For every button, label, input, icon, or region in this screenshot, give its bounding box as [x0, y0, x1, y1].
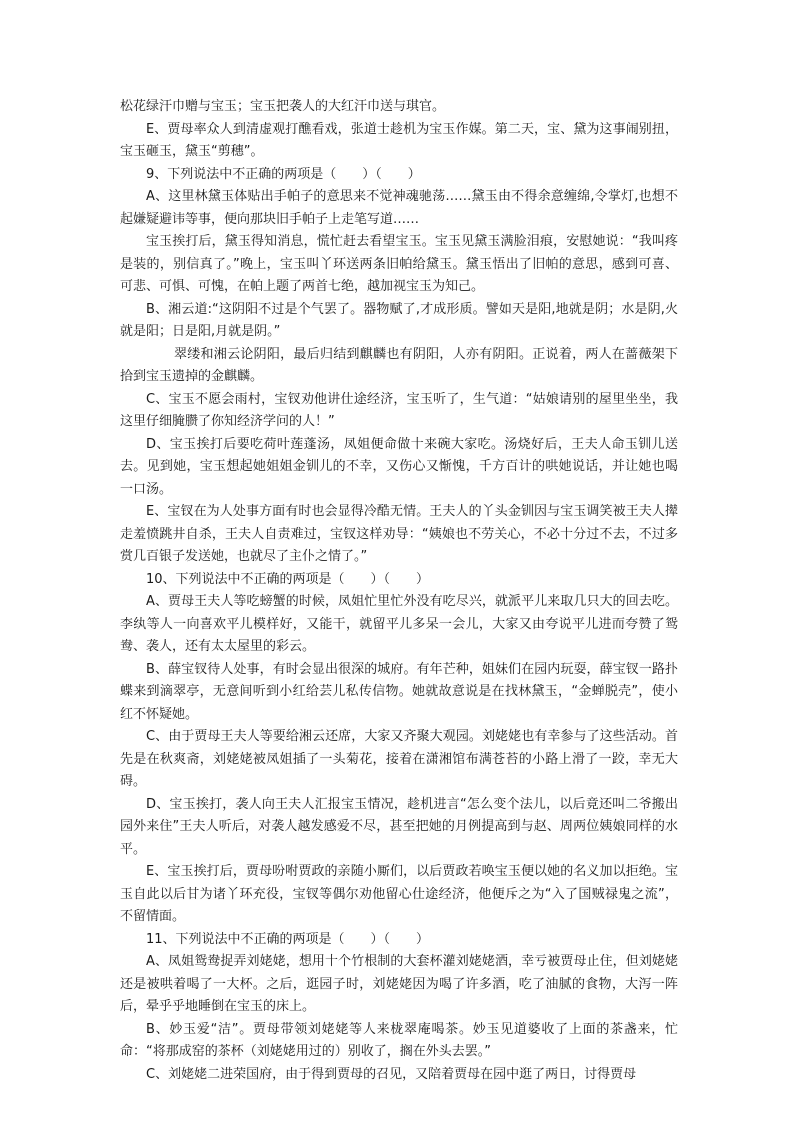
option-paragraph: D、宝玉挨打后要吃荷叶莲蓬汤，凤姐便命做十来碗大家吃。汤烧好后，王夫人命玉钏儿送去。见到她，宝玉想起她姐姐金钏儿的不幸，又伤心又惭愧，千方百计的哄她说话，并让她也喝一口汤。	[120, 436, 678, 497]
paragraph: E、贾母率众人到清虚观打醮看戏，张道士趁机为宝玉作媒。第二天，宝、黛为这事闹别扭，宝玉砸玉，黛玉“剪穗”。	[120, 121, 678, 159]
question-title: 10、下列说法中不正确的两项是（ ）（ ）	[146, 571, 430, 587]
question-title: 11、下列说法中不正确的两项是（ ）（ ）	[146, 931, 430, 947]
paragraph: 翠缕和湘云论阴阳，最后归结到麒麟也有阴阳，人亦有阴阳。正说着，两人在蔷薇架下拾到宝玉遗掉的金麒麟。	[120, 346, 678, 384]
option-paragraph: C、宝玉不愿会雨村，宝钗劝他讲仕途经济，宝玉听了，生气道：“姑娘请别的屋里坐坐，我这里仔细腌臜了你知经济学问的人！”	[120, 391, 678, 429]
question-title: 9、下列说法中不正确的两项是（ ）（ ）	[146, 166, 421, 182]
option-paragraph: A、凤姐鸳鸯捉弄刘姥姥，想用十个竹根制的大套杯灌刘姥姥酒，幸亏被贾母止住，但刘姥姥还是被哄着喝了一大杯。之后，逛园子时，刘姥姥因为喝了许多酒，吃了油腻的食物，大泻一阵后，晕乎乎地睡倒在宝玉的床上。	[120, 954, 678, 1014]
option-paragraph: A、贾母王夫人等吃螃蟹的时候，凤姐忙里忙外没有吃尽兴，就派平儿来取几只大的回去吃。李纨等人一向喜欢平儿模样好，又能干，就留平儿多呆一会儿，大家又由夸说平儿进而夸赞了鸳鸯、袭人，还有太太屋里的彩云。	[120, 594, 678, 654]
option-paragraph: D、宝玉挨打，袭人向王夫人汇报宝玉情况，趁机进言“怎么变个法儿，以后竟还叫二爷搬出园外来住”王夫人听后，对袭人越发感爱不尽，甚至把她的月例提高到与赵、周两位姨娘同样的水平。	[120, 796, 678, 857]
option-paragraph: E、宝钗在为人处事方面有时也会显得冷酷无情。王夫人的丫头金钏因与宝玉调笑被王夫人撵走羞愤跳井自杀，王夫人自责难过，宝钗这样劝导：“姨娘也不劳关心，不必十分过不去，不过多赏几百银子发送她，也就尽了主仆之情了。”	[120, 504, 678, 564]
option-paragraph: E、宝玉挨打后，贾母吩咐贾政的亲随小厮们，以后贾政若唤宝玉便以她的名义加以拒绝。宝玉自此以后甘为诸丫环充役，宝钗等偶尔劝他留心仕途经济，他便斥之为“入了国贼禄鬼之流”，不留情面。	[120, 864, 678, 924]
option-paragraph: A、这里林黛玉体贴出手帕子的意思来不觉神魂驰荡……黛玉由不得余意缠绵,令掌灯,也想不起嫌疑避讳等事，便向那块旧手帕子上走笔写道……	[120, 189, 678, 227]
option-paragraph: B、湘云道:“这阴阳不过是个气罢了。器物赋了,才成形质。譬如天是阳,地就是阴；水是阴,火就是阳；日是阳,月就是阴。”	[120, 301, 678, 339]
paragraph: 松花绿汗巾赠与宝玉；宝玉把袭人的大红汗巾送与琪官。	[120, 99, 446, 114]
option-paragraph: C、由于贾母王夫人等要给湘云还席，大家又齐聚大观园。刘姥姥也有幸参与了这些活动。首先是在秋爽斋，刘姥姥被凤姐插了一头菊花，接着在潇湘馆布满苍苔的小路上滑了一跤，幸无大碍。	[120, 729, 678, 789]
option-paragraph: B、妙玉爱“洁”。贾母带领刘姥姥等人来栊翠庵喝茶。妙玉见道婆收了上面的茶盏来，忙命：“将那成窑的茶杯（刘姥姥用过的）别收了，搁在外头去罢。”	[120, 1021, 678, 1059]
option-paragraph: B、薛宝钗待人处事，有时会显出很深的城府。有年芒种，姐妹们在园内玩耍，薛宝钗一路扑蝶来到滴翠亭，无意间听到小红给芸儿私传信物。她就故意说是在找林黛玉，“金蝉脱壳”，使小红不怀疑她。	[120, 661, 678, 722]
paragraph: 宝玉挨打后，黛玉得知消息，慌忙赶去看望宝玉。宝玉见黛玉满脸泪痕，安慰她说：“我叫疼是装的，别信真了。”晚上，宝玉叫丫环送两条旧帕给黛玉。黛玉悟出了旧帕的意思，感到可喜、可悲、可惧、可愧，在帕上题了两首七绝，越加视宝玉为知己。	[120, 234, 678, 294]
option-paragraph: C、刘姥姥二进荣国府，由于得到贾母的召见，又陪着贾母在园中逛了两日，讨得贾母	[146, 1066, 637, 1082]
